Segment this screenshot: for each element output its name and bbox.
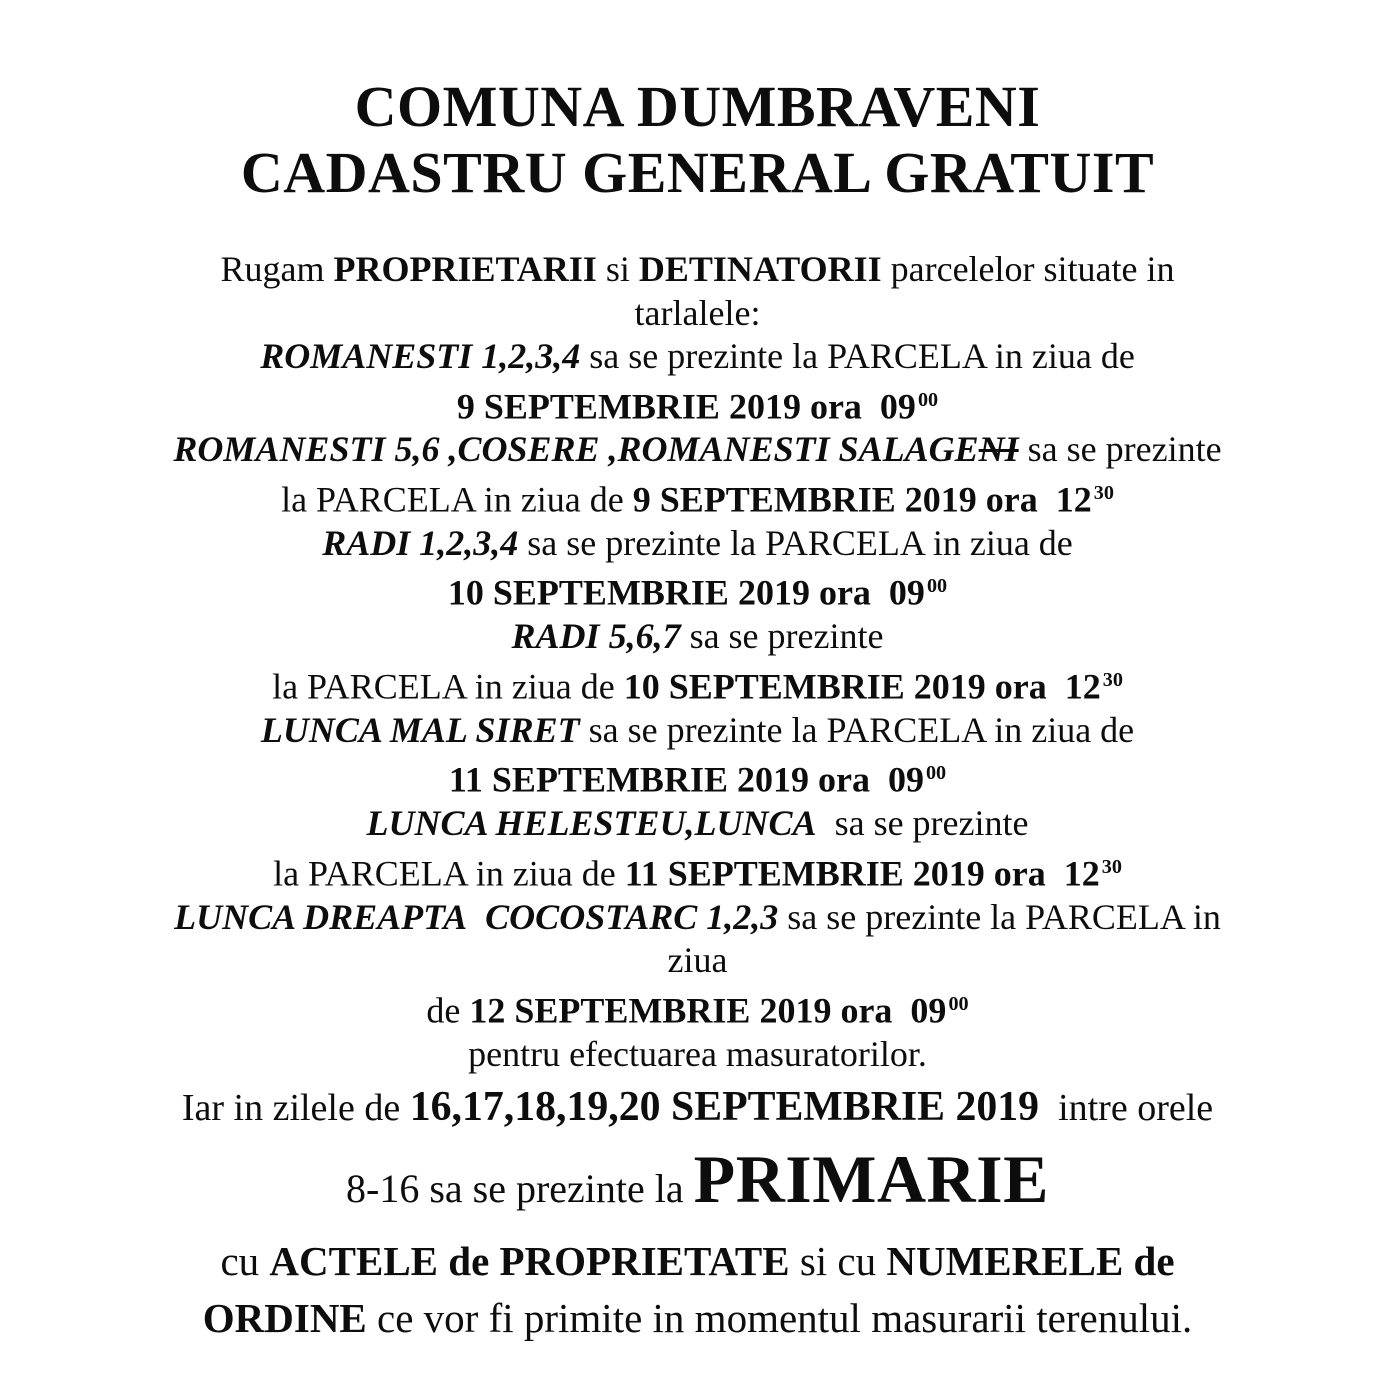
line-tarla-lunca-dreapta-cocostarc (25, 896, 1370, 940)
text-segment: si cu (789, 1238, 887, 1285)
line-intro-tarlalele (25, 292, 1370, 336)
line-intro (25, 248, 1370, 292)
text-segment: 8-16 sa se prezinte la (346, 1166, 694, 1212)
text-segment: RADI 5,6,7 (511, 616, 681, 657)
text-segment: LUNCA HELESTEU,LUNCA (366, 803, 817, 844)
line-tarla-radi-567 (25, 615, 1370, 659)
text-segment: RADI 1,2,3,4 (322, 522, 519, 563)
text-segment: ziua (667, 940, 728, 981)
line-date-9-sep-1230 (25, 472, 1370, 522)
text-segment: pentru efectuarea masuratorilor. (468, 1033, 927, 1074)
text-segment: 16,17,18,19,20 SEPTEMBRIE 2019 (409, 1084, 1040, 1131)
notice-body (25, 74, 1370, 1347)
superscript-minutes: 00 (917, 388, 939, 411)
text-segment: sa se prezinte la PARCELA in ziua de (579, 709, 1135, 750)
text-segment: PROPRIETARII (333, 249, 597, 289)
line-date-11-sep-0900 (25, 752, 1370, 802)
text-segment: 9 SEPTEMBRIE 2019 ora 09 (456, 385, 916, 426)
text-segment: CADASTRU GENERAL GRATUIT (240, 140, 1155, 205)
text-segment: COMUNA DUMBRAVENI (354, 74, 1041, 139)
line-tarla-lunca-helesteu-lunca (25, 802, 1370, 846)
text-segment: de (426, 990, 470, 1031)
text-segment: intre orele (1039, 1087, 1214, 1130)
text-segment: NI (978, 429, 1019, 470)
text-segment: la PARCELA in ziua de (281, 479, 633, 520)
line-title-2 (25, 140, 1370, 206)
superscript-minutes: 30 (1093, 481, 1114, 504)
text-segment: 10 SEPTEMBRIE 2019 ora 09 (447, 572, 925, 613)
line-primarie-days (25, 1080, 1370, 1135)
text-segment: ROMANESTI 5,6 ,COSERE ,ROMANESTI SALAGE (173, 429, 979, 470)
line-date-11-sep-1230 (25, 846, 1370, 896)
text-segment: sa se prezinte (1018, 429, 1222, 470)
superscript-minutes: 00 (926, 575, 948, 598)
line-documents-2 (25, 1290, 1370, 1347)
line-tarla-lunca-mal-siret (25, 709, 1370, 753)
text-segment: ORDINE (202, 1295, 367, 1342)
text-segment: sa se prezinte (680, 616, 884, 657)
text-segment: ce vor fi primite in momentul masurarii terenului. (366, 1295, 1193, 1342)
text-segment: sa se prezinte la PARCELA in (778, 896, 1221, 937)
line-ziua (25, 939, 1370, 983)
line-date-12-sep-0900 (25, 983, 1370, 1033)
text-segment: sa se prezinte la PARCELA in ziua de (580, 336, 1135, 376)
superscript-minutes: 00 (948, 992, 969, 1015)
text-segment: Rugam (220, 249, 334, 289)
line-documents-1 (25, 1233, 1370, 1290)
text-segment: PRIMARIE (693, 1141, 1049, 1218)
text-segment: 10 SEPTEMBRIE 2019 ora 12 (623, 666, 1101, 707)
text-segment: Iar in zilele de (181, 1087, 410, 1130)
text-segment: DETINATORII (638, 249, 882, 289)
text-segment: 11 SEPTEMBRIE 2019 ora 12 (624, 853, 1100, 894)
text-segment: sa se prezinte (816, 803, 1029, 844)
text-segment: tarlalele: (634, 292, 761, 333)
line-date-9-sep-0900 (25, 379, 1370, 429)
text-segment: NUMERELE de (886, 1238, 1175, 1285)
text-segment: sa se prezinte la PARCELA in ziua de (518, 522, 1073, 563)
line-primarie-hours (25, 1135, 1370, 1233)
superscript-minutes: 30 (1101, 855, 1122, 878)
text-segment: ROMANESTI 1,2,3,4 (260, 336, 581, 376)
line-tarla-romanesti-56-cosere-salageni (25, 428, 1370, 472)
text-segment: 11 SEPTEMBRIE 2019 ora 09 (448, 759, 924, 800)
text-segment: LUNCA MAL SIRET (260, 709, 580, 750)
text-segment: la PARCELA in ziua de (273, 853, 625, 894)
text-segment: parcelelor situate in (881, 249, 1175, 289)
line-date-10-sep-0900 (25, 565, 1370, 615)
line-purpose (25, 1033, 1370, 1077)
line-date-10-sep-1230 (25, 659, 1370, 709)
line-tarla-radi-1234 (25, 522, 1370, 566)
text-segment: 9 SEPTEMBRIE 2019 ora 12 (632, 479, 1092, 520)
text-segment: si (596, 249, 639, 289)
text-segment: 12 SEPTEMBRIE 2019 ora 09 (469, 990, 947, 1031)
superscript-minutes: 00 (925, 762, 947, 785)
text-segment: ACTELE de PROPRIETATE (269, 1238, 790, 1285)
superscript-minutes: 30 (1102, 668, 1123, 691)
line-tarla-romanesti-1234 (25, 335, 1370, 379)
text-segment: LUNCA DREAPTA COCOSTARC 1,2,3 (174, 896, 779, 937)
text-segment: la PARCELA in ziua de (272, 666, 624, 707)
line-title-1 (25, 74, 1370, 140)
text-segment: cu (220, 1238, 270, 1285)
